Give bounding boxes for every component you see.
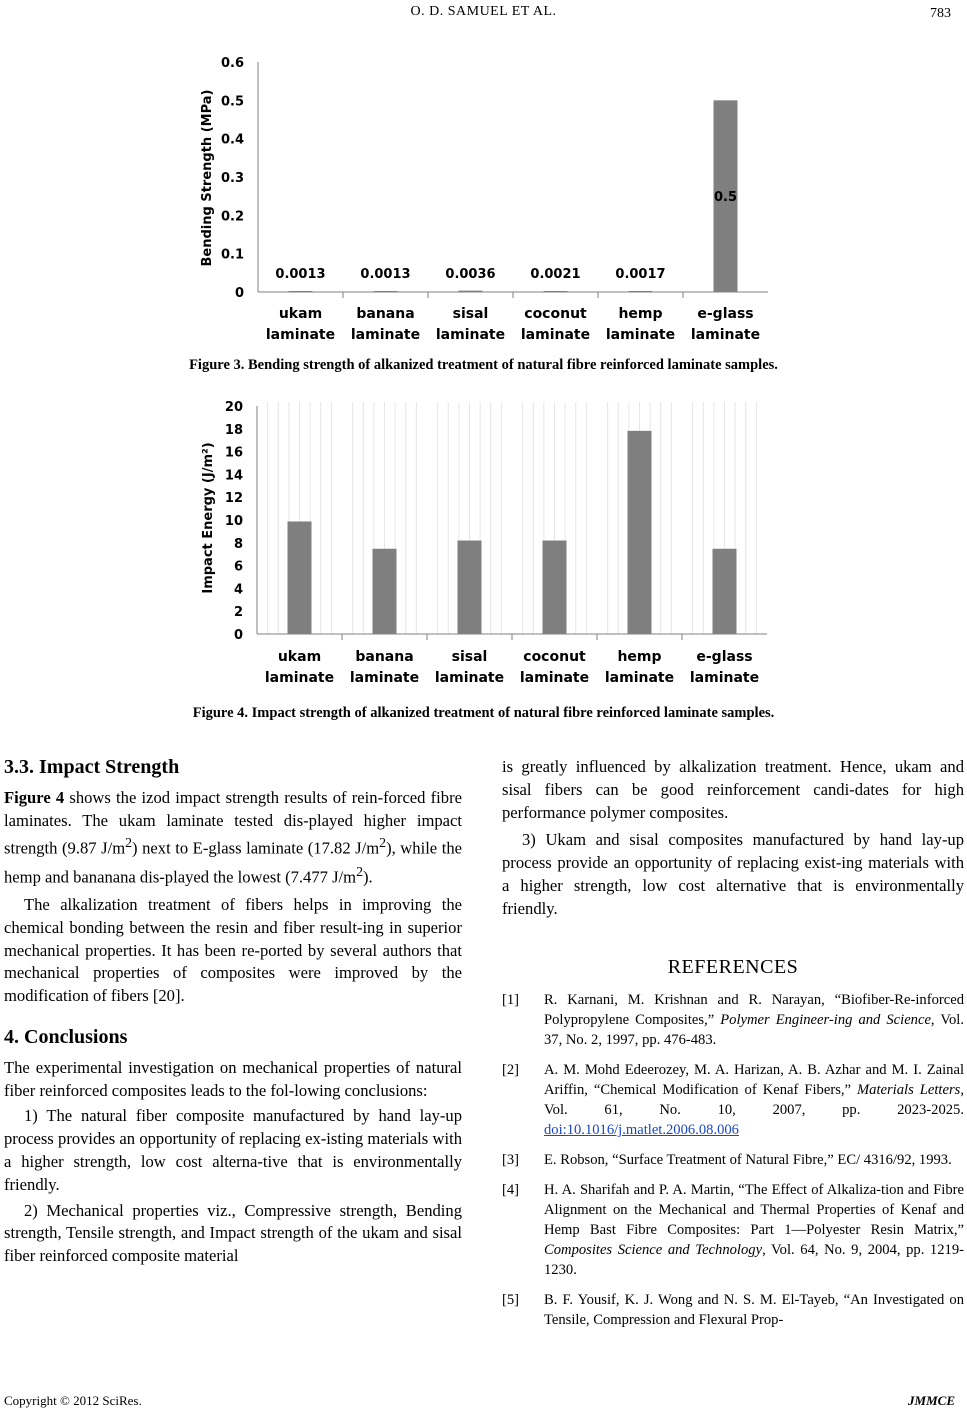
y-tick-label: 0	[234, 286, 244, 301]
footer-copyright: Copyright © 2012 SciRes.	[4, 1393, 142, 1408]
data-label: 0.5	[713, 190, 738, 206]
x-tick-label: coconut laminate	[519, 649, 590, 686]
x-tick-label: e-glass laminate	[690, 306, 761, 343]
x-tick-label: e-glass laminate	[689, 649, 760, 686]
reference-1: [1] R. Karnani, M. Krishnan and R. Narayan, “Biofiber-Re-inforced Polypropylene Composites,” Polymer Engineer-ing and Science, Vol. 37, No. 2, 1997, pp. 476-483.	[502, 992, 964, 1049]
y-tick-label: 8	[233, 536, 243, 552]
reference-5: [5] B. F. Yousif, K. J. Wong and N. S. M. El-Tayeb, “An Investigated on Tensile, Compression and Flexural Prop-	[502, 1292, 964, 1329]
y-tick-label: 2	[233, 605, 243, 621]
page-number: 783	[930, 6, 951, 21]
y-tick-label: 0.5	[220, 94, 244, 110]
bar-sisal	[458, 541, 482, 634]
x-tick-label: coconut laminate	[520, 306, 591, 343]
doi-link[interactable]: doi:10.1016/j.matlet.2006.08.006	[544, 1122, 739, 1139]
x-tick-label: sisal laminate	[435, 306, 506, 343]
x-tick-label: ukam laminate	[264, 649, 335, 686]
y-axis-label: Impact Energy (J/m²)	[201, 442, 216, 594]
conclusion-1: 1) The natural fiber composite manufactured by hand lay-up process provides an opportunity of replacing ex-isting materials with a higher strength, low cost alterna-tive that is environmentally friendly.	[4, 1106, 462, 1194]
bar-coconut	[543, 541, 567, 634]
figure-3-caption: Figure 3. Bending strength of alkanized treatment of natural fibre reinforced laminate samples.	[189, 357, 778, 373]
y-tick-label: 0	[233, 628, 243, 643]
reference-4: [4] H. A. Sharifah and P. A. Martin, “The Effect of Alkaliza-tion and Fibre Alignment on the Mechanical and Thermal Properties of Kenaf and Hemp Bast Fibre Composites: Part 1—Polyester Resin Matrix,” Composites Science and Technology, Vol. 64, No. 9, 2004, pp. 1219-1230.	[502, 1182, 964, 1279]
y-tick-label: 20	[224, 400, 243, 415]
figure-4-caption: Figure 4. Impact strength of alkanized treatment of natural fibre reinforced laminate samples.	[192, 705, 775, 721]
y-axis-label: Bending Strength (MPa)	[200, 89, 215, 267]
y-tick-label: 16	[224, 445, 243, 461]
bar-e-glass	[713, 549, 737, 634]
section-3-3-title: 3.3. Impact Strength	[4, 756, 180, 778]
y-tick-label: 0.6	[220, 56, 244, 71]
x-tick-label: banana laminate	[349, 649, 420, 686]
y-tick-label: 14	[224, 468, 243, 484]
figure-4-impact-chart	[0, 0, 967, 700]
bar-banana	[373, 549, 397, 634]
reference-3: [3] E. Robson, “Surface Treatment of Natural Fibre,” EC/ 4316/92, 1993.	[502, 1152, 952, 1169]
bar-ukam	[288, 521, 312, 634]
x-tick-label: sisal laminate	[434, 649, 505, 686]
y-tick-label: 0.2	[220, 209, 244, 225]
bar-hemp	[628, 431, 652, 634]
reference-2: [2] A. M. Mohd Edeerozey, M. A. Harizan, A. B. Azhar and M. I. Zainal Ariffin, “Chemical Modification of Kenaf Fibers,” Materials Letters, Vol. 61, No. 10, 2007, pp. 2023-2025. doi:10.1016/j.matlet.2006.08.006	[502, 1062, 964, 1139]
footer-journal: JMMCE	[908, 1393, 955, 1408]
y-tick-label: 18	[224, 422, 243, 438]
conclusion-3: 3) Ukam and sisal composites manufactured by hand lay-up process provide an opportunity of replacing exist-ing materials with a higher strength, low cost alternative that is environmentally friendly.	[502, 830, 964, 918]
x-tick-label: hemp laminate	[605, 306, 676, 343]
y-tick-label: 10	[224, 514, 243, 529]
paragraph-alkalization: The alkalization treatment of fibers helps in improving the chemical bonding between the resin and fiber result-ing in superior mechanical properties. It has been re-ported by several authors that mechanical properties of composites were improved by the modification of fibers [20].	[4, 895, 462, 1006]
reference-list	[502, 990, 964, 1330]
y-tick-label: 4	[233, 582, 243, 598]
data-label: 0.0013	[360, 267, 411, 282]
conclusion-2: 2) Mechanical properties viz., Compressive strength, Bending strength, Tensile strength, and Impact strength of the ukam and sisal fiber reinforced composite material	[4, 1200, 462, 1266]
paragraph-impact: Figure 4 shows the izod impact strength results of rein-forced fibre laminates. The ukam laminate tested dis-played higher impact strength (9.87 $J/m^2$) next to E-glass laminate (17.82 $J/m^2$), while the hemp and bananana dis-played the lowest (7.477 $J/m^2$).	[4, 787, 462, 887]
y-tick-label: 0.3	[220, 171, 244, 186]
paragraph-conclusions-intro: The experimental investigation on mechanical properties of natural fiber reinforced composites leads to the fol-lowing conclusions:	[4, 1057, 462, 1100]
figure-4-ref: Figure 4	[4, 787, 65, 807]
y-tick-label: 12	[224, 491, 243, 507]
section-4-title: 4. Conclusions	[4, 1026, 128, 1049]
y-tick-label: 6	[233, 559, 243, 575]
right-column	[502, 756, 964, 1330]
data-label: 0.0021	[530, 267, 581, 282]
running-head: O. D. SAMUEL ET AL.	[410, 4, 557, 19]
y-tick-label: 0.1	[220, 247, 244, 263]
y-tick-label: 0.4	[220, 132, 244, 148]
x-tick-label: banana laminate	[350, 306, 421, 343]
data-label: 0.0036	[445, 267, 496, 282]
references-title: REFERENCES	[667, 955, 799, 978]
conclusion-2-continued: is greatly influenced by alkalization treatment. Hence, ukam and sisal fibers can be good reinforcement candi-dates for high performance polymer composites.	[502, 757, 964, 822]
data-label: 0.0017	[615, 267, 666, 282]
data-label: 0.0013	[275, 267, 326, 282]
x-tick-label: hemp laminate	[604, 649, 675, 686]
left-column	[4, 756, 462, 1268]
x-tick-label: ukam laminate	[265, 306, 336, 343]
